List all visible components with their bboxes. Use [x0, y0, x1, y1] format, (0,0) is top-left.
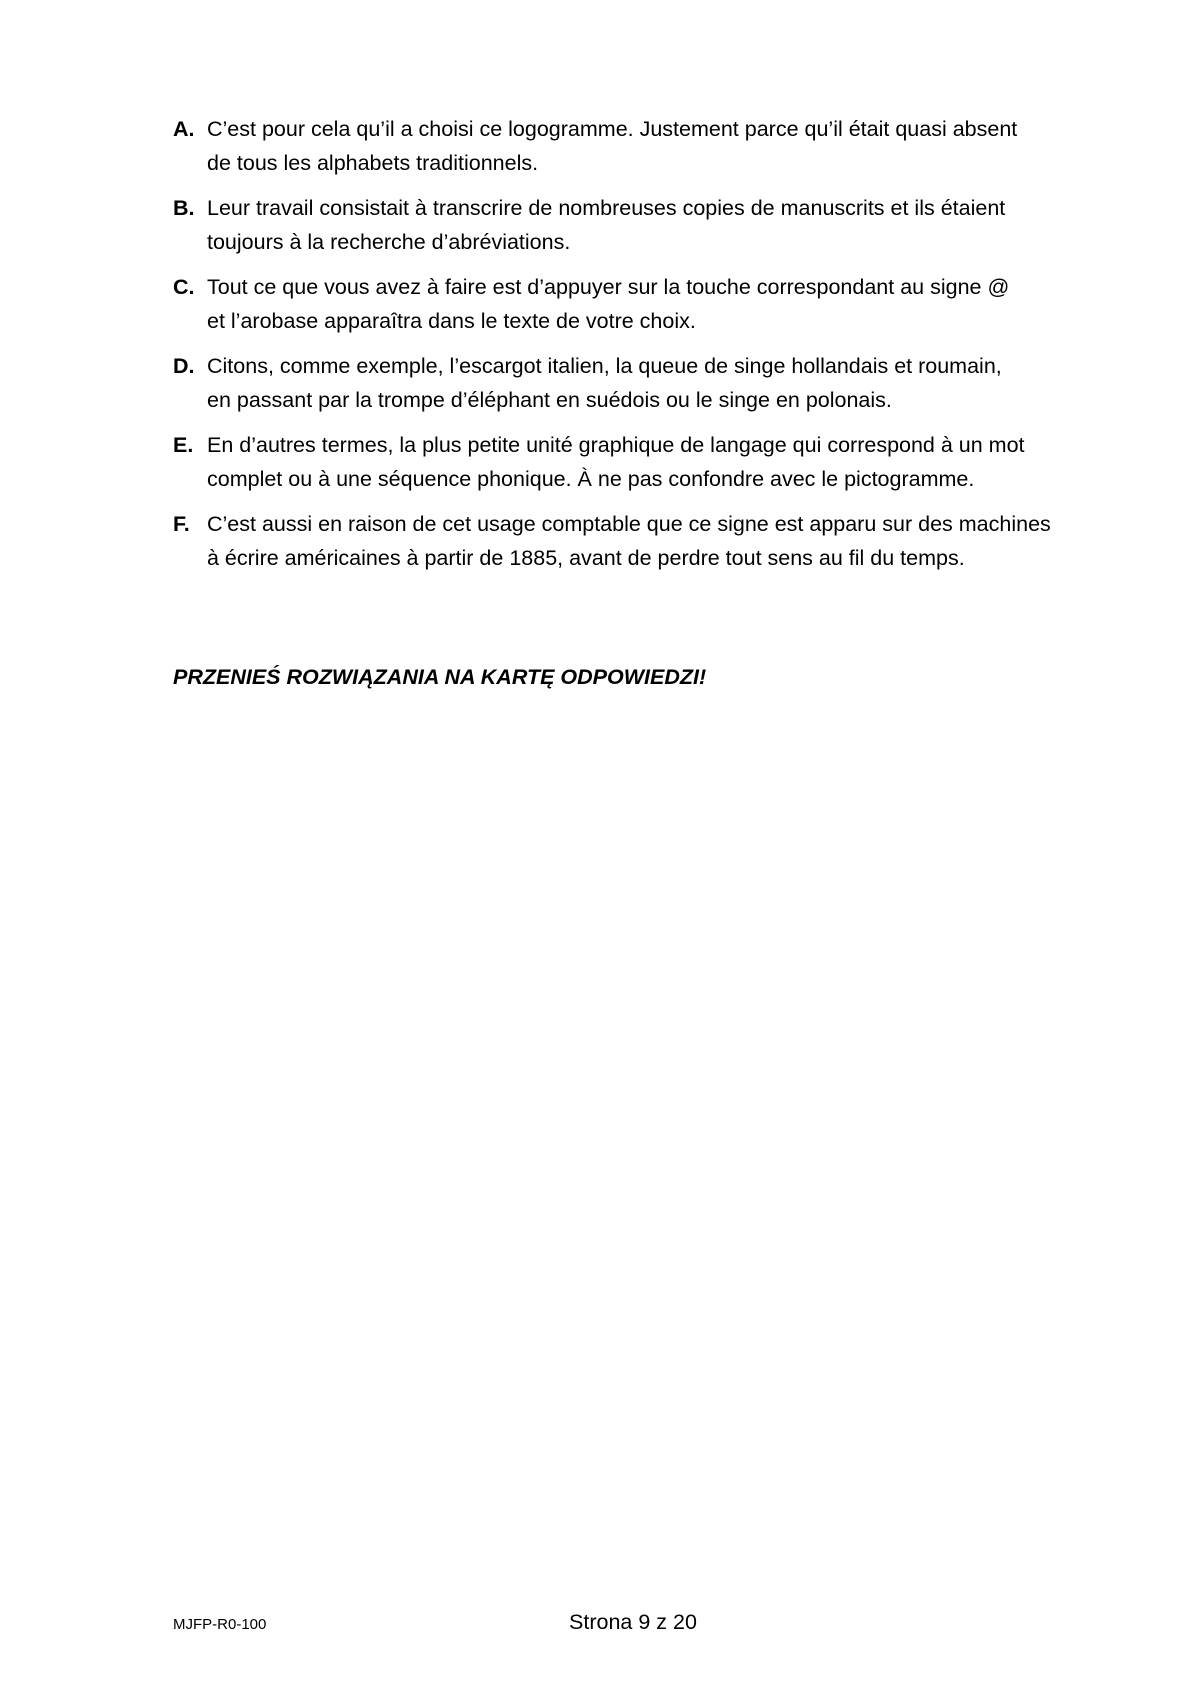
option-letter: F.	[173, 512, 190, 536]
answer-options-list	[173, 112, 1093, 586]
option-e	[173, 428, 1093, 496]
option-letter: D.	[173, 354, 195, 378]
option-c	[173, 270, 1093, 338]
option-line: Citons, comme exemple, l’escargot italien, la queue de singe hollandais et roumain,	[207, 354, 1002, 378]
option-b	[173, 191, 1093, 259]
option-letter: A.	[173, 117, 195, 141]
option-text	[207, 270, 1093, 338]
option-a	[173, 112, 1093, 180]
option-line: Tout ce que vous avez à faire est d’appuyer sur la touche correspondant au signe @	[207, 275, 1010, 299]
option-text	[207, 112, 1093, 180]
option-line: En d’autres termes, la plus petite unité graphique de langage qui correspond à un mot	[207, 433, 1025, 457]
option-letter: C.	[173, 275, 195, 299]
option-letter: B.	[173, 196, 195, 220]
option-line: C’est aussi en raison de cet usage comptable que ce signe est apparu sur des machines	[207, 512, 1051, 536]
option-line: de tous les alphabets traditionnels.	[207, 151, 539, 175]
page-number: Strona 9 z 20	[569, 1610, 697, 1634]
option-line: à écrire américaines à partir de 1885, avant de perdre tout sens au fil du temps.	[207, 546, 965, 570]
option-line: et l’arobase apparaîtra dans le texte de votre choix.	[207, 309, 696, 333]
option-line: Leur travail consistait à transcrire de nombreuses copies de manuscrits et ils étaient	[207, 196, 1006, 220]
option-line: complet ou à une séquence phonique. À ne pas confondre avec le pictogramme.	[207, 467, 975, 491]
option-line: en passant par la trompe d’éléphant en suédois ou le singe en polonais.	[207, 388, 892, 412]
option-line: toujours à la recherche d’abréviations.	[207, 230, 571, 254]
option-letter: E.	[173, 433, 194, 457]
option-d	[173, 349, 1093, 417]
exam-code: MJFP-R0-100	[173, 1616, 267, 1633]
option-f	[173, 507, 1093, 575]
option-text	[207, 349, 1093, 417]
option-text	[207, 507, 1093, 575]
option-text	[207, 428, 1093, 496]
option-line: C’est pour cela qu’il a choisi ce logogramme. Justement parce qu’il était quasi absent	[207, 117, 1018, 141]
transfer-answers-instruction: PRZENIEŚ ROZWIĄZANIA NA KARTĘ ODPOWIEDZI!	[173, 665, 707, 689]
option-text	[207, 191, 1093, 259]
